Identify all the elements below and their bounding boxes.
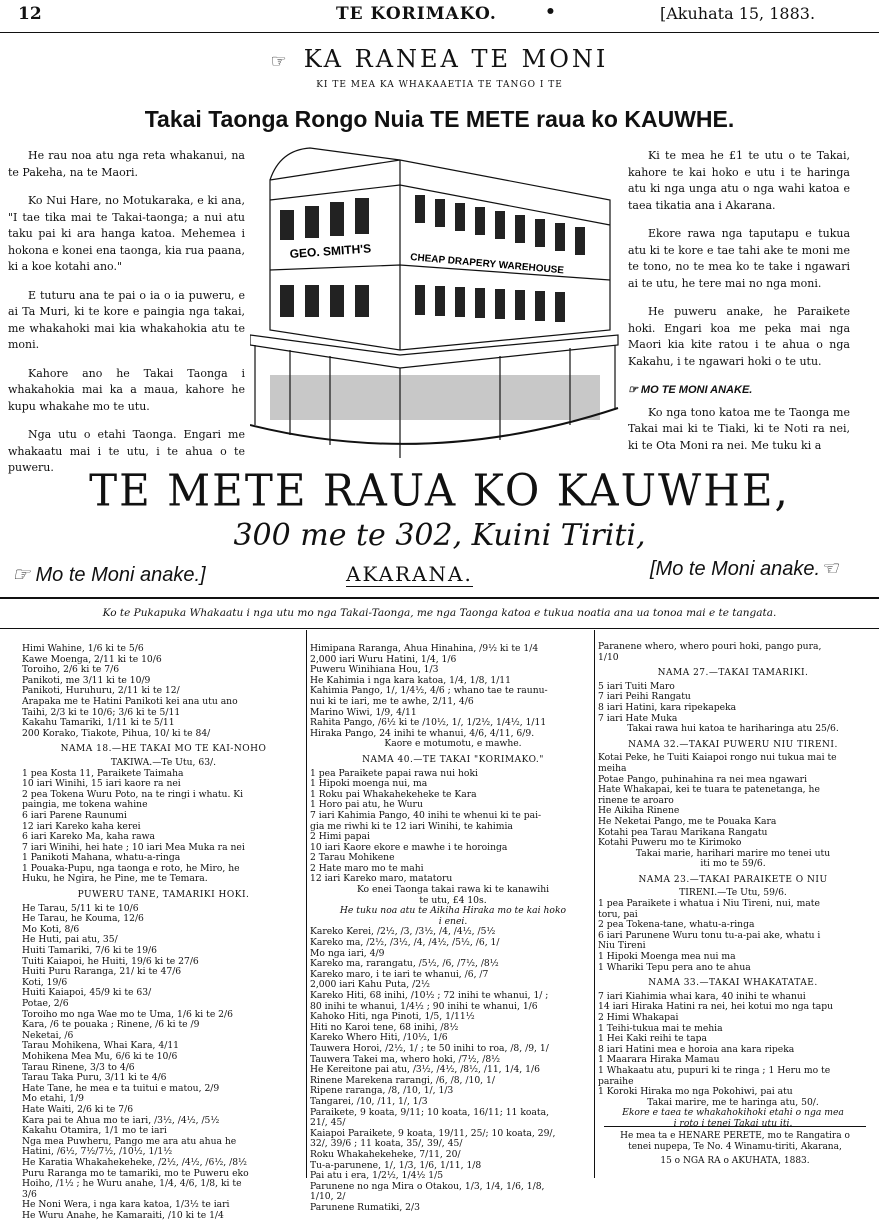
imprint-date: 15 o NGA RA o AKUHATA, 1883. [660,1156,810,1166]
building-sign-name: GEO. SMITH'S [289,241,372,261]
price-line: 1 pea Paraikete papai rawa nui hoki [310,768,478,779]
price-line: Puweru Winihiana Hou, 1/3 [310,665,439,676]
price-line: 1 pea Kosta 11, Paraikete Taimaha [22,768,184,779]
price-line: Tarau Mohikena, Whai Kara, 4/11 [22,1041,180,1052]
price-line: Kaore e motumotu, e mawhe. [384,739,522,750]
price-line: Kahimia Pango, 1/, 1/4½, 4/6 ; whano tae te raunu- [310,686,548,697]
price-line: Paranene whero, whero pouri hoki, pango pura, [598,642,822,652]
price-line: 1 Hei Kaki reihi te tapa [598,1034,707,1045]
price-line: Parunene no nga Mira o Otakou, 1/3, 1/4, 1/6, 1/8, [310,1181,545,1192]
price-line: Himipana Raranga, Ahua Hinahina, /9½ ki te 1/4 [310,644,539,654]
price-line: Hatini, /6½, 7½/7½, /10½, 1/1½ [22,1147,173,1158]
price-line: Parunene Rumatiki, 2/3 [310,1202,420,1213]
price-line: Kawe Moenga, 2/11 ki te 10/6 [22,654,162,665]
price-line: He Tarau, he Kouma, 12/6 [22,914,144,925]
price-line: Tangarei, /10, /11, 1/, 1/3 [310,1096,428,1107]
price-line: Arapaka me te Hatini Panikoti kei ana utu ano [22,696,238,707]
price-line: Hiti no Karoi tene, 68 inihi, /8½ [310,1022,459,1033]
section-heading: NAMA 18.—HE TAKAI MO TE KAI-NOHO [60,744,267,755]
price-line: te utu, £4 10s. [419,895,487,906]
price-line: Tuiti Kaiapoi, he Huiti, 19/6 ki te 27/6 [22,956,199,967]
price-line: 7 iari Peihi Rangatu [598,692,691,703]
price-line: Huku, he Ngira, he Pine, me te Temara. [22,874,208,885]
price-line: He Neketai Pango, me te Pouaka Kara [598,816,777,827]
price-line: Kakahu Tamariki, 1/11 ki te 5/11 [22,718,175,729]
price-line: 1 pea Paraikete i whatua i Niu Tireni, nui, mate [598,899,820,910]
price-line: Puru Raranga mo te tamariki, mo te Puweru eko [22,1168,249,1179]
price-line: Takai marire, me te haringa atu, 50/. [647,1097,819,1108]
price-line: 12 iari Kareko maro, matatoru [310,874,453,885]
price-line: 8 iari Hatini mea e horoia ana kara ripeka [598,1044,795,1055]
advert-paragraph: Ko Nui Hare, no Motukaraka, e ki ana, "I tae tika mai te Takai-taonga; a nui atu taku pai ki ara hanga katoa. Mehemea i hokona e konei ena taonga, kia rua paana, ki a koe kotahi ano." [8,194,245,273]
imprint-line: tenei nupepa, Te No. 4 Winamu-tiriti, Akarana, [628,1142,842,1152]
price-line: 1 Roku pai Whakahekeheke te Kara [310,789,477,800]
price-line: 2 pea Tokena-tane, whatu-a-ringa [598,920,755,931]
price-line: Huiti Tamariki, 7/6 ki te 19/6 [22,946,157,957]
advert-paragraph: Nga utu o etahi Taonga. Engari me whakaatu mai i te utu, i te ahua o te puweru. [8,428,245,474]
price-line: He Aikiha Rinene [598,806,680,817]
building-sign-shop: CHEAP DRAPERY WAREHOUSE [409,252,565,277]
shop-address: 300 me te 302, Kuini Tiriti, [233,518,646,553]
price-line: Tarau Taka Puru, 3/11 ki te 4/6 [22,1073,167,1084]
price-line: Himi Wahine, 1/6 ki te 5/6 [22,644,144,654]
price-line: Kareko Kerei, /2½, /3, /3½, /4, /4½, /5½ [310,927,496,938]
price-line: meiha [598,763,627,774]
price-line: nui ki te iari, me te awhe, 2/11, 4/6 [310,696,474,707]
price-line: Potae Pango, puhinahina ra nei mea ngawari [598,774,808,785]
price-line: 32/, 39/6 ; 11 koata, 35/, 39/, 45/ [310,1139,463,1150]
price-line: 1/10 [598,652,619,663]
page-number: 12 [18,4,42,24]
price-line: Hate Whakapai, kei te tuara te patenetanga, he [598,785,820,796]
price-line: 2,000 iari Wuru Hatini, 1/4, 1/6 [310,654,457,665]
price-line: 10 iari Kaore ekore e mawhe i te horoinga [310,842,508,853]
advert-paragraph: Ekore rawa nga taputapu e tukua atu ki te kore e tae tahi ake te moni me te tono, no te mea ko te take i ngawari ai te utu, he tere mai no nga moni. [628,227,850,290]
price-line: Panikoti, Huruhuru, 2/11 ki te 12/ [22,686,180,697]
price-line: 1 Teihi-tukua mai te mehia [598,1023,723,1034]
price-line: toru, pai [598,909,638,920]
advert-title: Takai Taonga Rongo Nuia TE METE raua ko KAUWHE. [144,106,735,132]
advert-paragraph: He rau noa atu nga reta whakanui, na te Pakeha, na te Maori. [8,149,245,179]
price-line: 1 Whariki Tepu pera ano te ahua [598,962,751,973]
price-line: He Kereitone pai atu, /3½, /4½, /8½, /11, 1/4, 1/6 [310,1065,540,1076]
price-line: Hiraka Pango, 24 inihi te whanui, 4/6, 4/11, 6/9. [310,728,535,739]
advert-banner [0,45,879,73]
cash-only-left: ☞ Mo te Moni anake.] [12,564,206,586]
advert-banner-text: KA RANEA TE MONI [303,45,609,73]
catalogue-note: Ko te Pukapuka Whakaatu i nga utu mo nga Takai-Taonga, me nga Taonga katoa e tukua noatia ana ua tonoa mai e te tangata. [102,607,777,619]
price-line: 8 iari Hatini, kara ripekapeka [598,702,737,713]
price-line: 6 iari Parunene Wuru tonu tu-a-pai ake, whatu i [598,930,821,941]
price-line: Huiti Puru Raranga, 21/ ki te 47/6 [22,967,182,978]
price-line: 7 iari Kiahimia whai kara, 40 inihi te whanui [598,991,806,1002]
price-line: Kareko Whero Hiti, /10½, 1/6 [310,1033,448,1044]
price-line: Kareko ma, /2½, /3½, /4, /4½, /5½, /6, 1/ [310,938,500,949]
price-line: Kara, /6 te pouaka ; Rinene, /6 ki te /9 [22,1020,200,1031]
price-line: Takai rawa hui katoa te hariharinga atu 25/6. [627,724,839,735]
price-line: Kareko ma, rarangatu, /5½, /6, /7½, /8½ [310,959,499,970]
price-line: 2 Himi Whakapai [598,1013,679,1023]
price-line: Panikoti, me 3/11 ki te 10/9 [22,675,151,686]
price-line: i enei. [438,916,468,927]
price-line: Ko enei Taonga takai rawa ki te kanawihi [356,885,550,896]
price-line: 1 Hipoki Moenga mea nui ma [598,952,736,963]
price-line: He Noni Wera, i nga kara katoa, 1/3½ te iari [22,1200,230,1211]
price-line: Pai atu i era, 1/2½, 1/4½ 1/5 [310,1171,444,1182]
price-line: 1 Pouaka-Pupu, nga taonga e roto, he Miro, he [22,863,240,874]
advert-subtitle: KI TE MEA KA WHAKAAETIA TE TANGO I TE [316,80,563,90]
price-line: Kara pai te Ahua mo te iari, /3½, /4½, /5½ [22,1115,220,1126]
advert-paragraph: Ki te mea he £1 te utu o te Takai, kahore te kai hoko e utu i te haringa atu ki nga unga atu o nga wahi katoa e taea tikatia ana i Akarana. [628,149,850,212]
price-line: 1 Whakaatu atu, pupuri ki te ringa ; 1 Heru mo te [598,1065,831,1076]
price-line: 6 iari Kareko Ma, kaha rawa [22,832,155,843]
price-line: 1/10, 2/ [310,1192,346,1203]
price-line: He Kahimia i nga kara katoa, 1/4, 1/8, 1/11 [310,675,511,686]
section-heading: NAMA 32.—TAKAI PUWERU NIU TIRENI. [628,739,838,750]
price-line: Niu Tireni [598,941,646,952]
advert-paragraph: He puweru anake, he Paraikete hoki. Engari koa me peka mai nga Maori kia kite ratou i te ahua o nga Kakahu, i te ngawari hoki o te utu. [628,305,850,368]
page-header [0,0,879,33]
price-line: Tu-a-parunene, 1/, 1/3, 1/6, 1/11, 1/8 [310,1160,482,1171]
price-line: Kotai Peke, he Tuiti Kaiapoi rongo nui tukua mai te [598,753,837,764]
price-line: Hate Waiti, 2/6 ki te 7/6 [22,1104,134,1115]
price-line: 2 Himi papai [310,832,370,843]
price-line: Kotahi pea Tarau Marikana Rangatu [598,827,768,838]
price-line: 200 Korako, Tiakote, Pihua, 10/ ki te 84/ [22,728,211,739]
price-line: 80 inihi te whanui, 1/4½ ; 90 inihi te whanui, 1/6 [310,1001,538,1012]
shop-name: TE METE RAUA KO KAUWHE, [89,464,790,517]
section-divider [0,597,879,599]
price-line: Mo Koti, 8/6 [22,924,80,935]
price-line: 1 Koroki Hiraka mo nga Pokohiwi, pai atu [598,1087,793,1098]
section-heading: NAMA 33.—TAKAI WHAKATATAE. [648,978,818,989]
price-line: paingia, me tokena wahine [22,800,148,811]
price-line: He Tarau, 5/11 ki te 10/6 [22,903,139,914]
price-line: Rahita Pango, /6½ ki te /10½, 1/, 1/2½, 1/4½, 1/11 [310,718,547,729]
price-list-column-1 [22,644,305,1221]
cash-only-heading: ☞ MO TE MONI ANAKE. [628,384,753,396]
price-line: Nga mea Puwheru, Pango me ara atu ahua he [22,1136,237,1147]
price-line: 7 iari Hate Muka [598,713,678,724]
price-line: Roku Whakahekeheke, 7/11, 20/ [310,1149,461,1160]
section-heading: NAMA 40.—TE TAKAI "KORIMAKO." [362,754,544,765]
price-line: 10 iari Winihi, 15 iari kaore ra nei [22,779,181,790]
price-line: Toroiho, 2/6 ki te 7/6 [22,665,120,676]
price-line: He tuku noa atu te Aikiha Hiraka mo te kai hoko [339,906,567,917]
building-engraving [250,140,620,458]
price-line: He Wuru Anahe, he Kamaraiti, /10 ki te 1/4 [22,1210,224,1221]
price-line: Koti, 19/6 [22,977,68,988]
price-line: Kotahi Puweru mo te Kirimoko [598,838,742,849]
price-line: Kareko maro, i te iari te whanui, /6, /7 [310,969,489,980]
price-line: paraihe [598,1076,634,1087]
price-line: gia me riwhi ki te 12 iari Winihi, te kahimia [310,821,513,832]
price-line: Mo nga iari, 4/9 [310,948,385,959]
imprint-line: He mea ta e HENARE PERETE, mo te Rangatira o [620,1131,850,1141]
section-heading: PUWERU TANE, TAMARIKI HOKI. [77,890,250,901]
pointing-hand-icon: ☞ [270,51,290,72]
price-line: 7 iari Kahimia Pango, 40 inihi te whenui ki te pai- [310,810,542,821]
price-line: Kaiapoi Paraikete, 9 koata, 19/11, 25/; 10 koata, 29/, [310,1128,556,1139]
price-line: 1 Hipoki moenga nui, ma [310,779,428,790]
price-line: 2 Hate maro mo te mahi [310,863,424,874]
price-line: Kahoko Hiti, nga Pinoti, 1/5, 1/11½ [310,1012,475,1023]
price-line: i roto i tenei Takai utu iti. [673,1118,793,1129]
price-line: Marino Wiwi, 1/9, 4/11 [310,707,417,718]
header-dot: • [545,2,556,22]
price-line: 14 iari Hiraka Hatini ra nei, hei kotui mo nga tapu [598,1002,833,1013]
price-line: Paraikete, 9 koata, 9/11; 10 koata, 16/11; 11 koata, [310,1107,549,1118]
price-line: Tauwera Takei ma, whero hoki, /7½, /8½ [310,1054,501,1065]
price-line: Ekore e taea te whakahokihoki etahi o nga mea [622,1108,844,1119]
price-line: Huiti Kaiapoi, 45/9 ki te 63/ [22,988,152,999]
price-line: rinene te aroaro [598,795,674,806]
price-line: Hoiho, /1½ ; he Wuru anahe, 1/4, 4/6, 1/8, ki te [22,1179,242,1190]
issue-date: [Akuhata 15, 1883. [660,4,816,23]
price-line: Tauwera Horoi, /2½, 1/ ; te 50 inihi to roa, /8, /9, 1/ [310,1043,549,1054]
price-line: Kareko Hiti, 68 inihi, /10½ ; 72 inihi te whanui, 1/ ; [310,991,549,1001]
price-line: Kakahu Otamira, 1/1 mo te iari [22,1126,167,1137]
price-line: 5 iari Tuiti Maro [598,681,675,692]
price-line: Toroiho mo nga Wae mo te Uma, 1/6 ki te 2/6 [22,1009,233,1020]
advert-paragraph: Kahore ano he Takai Taonga i whakahokia mai ka a maua, kahore he kupu whakahe mo te utu. [8,366,245,413]
price-line: 1 Maarara Hiraka Mamau [598,1055,720,1066]
price-line: 2 Tarau Mohikene [310,853,395,864]
price-line: Taihi, 2/3 ki te 10/6; 3/6 ki te 5/11 [22,707,181,718]
price-line: Ripene raranga, /8, /10, 1/, 1/3 [310,1086,454,1097]
price-line: Mo etahi, 1/9 [22,1094,84,1105]
price-line: Hate Tane, he mea e ta tuitui e matou, 2/9 [22,1083,220,1094]
advert-left-column [8,148,245,489]
price-line: 6 iari Parene Raunumi [22,810,127,821]
price-line: 1 Panikoti Mahana, whatu-a-ringa [22,853,181,864]
price-line: Takai marie, harihari marire mo tenei utu [635,848,831,859]
advert-paragraph: E tuturu ana te pai o ia o ia puweru, e ai Ta Muri, ki te kore e paingia nga takai, me whakahoki mai kia whakahokia atu te moni. [8,288,245,351]
price-line: 7 iari Winihi, hei hate ; 10 iari Mea Muka ra nei [22,842,245,853]
printer-imprint [604,1126,866,1167]
price-line: Rinene Marekena rarangi, /6, /8, /10, 1/ [310,1075,495,1086]
price-line: Neketai, /6 [22,1030,74,1041]
price-line: 2,000 iari Kahu Puta, /2½ [310,980,430,991]
city-akarana: AKARANA. [346,562,473,586]
price-line: 21/, 45/ [310,1118,346,1129]
price-line: 12 iari Kareko kaha kerei [22,821,141,832]
price-list-column-3 [598,642,868,1130]
price-line: He Huti, pai atu, 35/ [22,935,118,946]
cash-only-right: [Mo te Moni anake.☜ [650,558,839,580]
price-line: iti mo te 59/6. [700,859,766,870]
price-line: TIRENI.—Te Utu, 59/6. [679,888,787,899]
price-line: 1 Horo pai atu, he Wuru [310,800,423,811]
section-heading: NAMA 23.—TAKAI PARAIKETE O NIU [638,874,828,885]
advert-right-column [628,148,850,466]
masthead: TE KORIMAKO. [336,4,497,24]
section-divider-thin [0,628,879,629]
price-line: Mohikena Mea Mu, 6/6 ki te 10/6 [22,1051,178,1062]
section-heading: NAMA 27.—TAKAI TAMARIKI. [657,668,809,679]
price-line: TAKIWA.—Te Utu, 63/. [110,757,217,768]
price-line: Potae, 2/6 [22,999,69,1009]
column-divider [306,630,307,1178]
price-line: 2 pea Tokena Wuru Poto, na te ringi i whatu. Ki [22,789,244,800]
price-line: 3/6 [22,1189,37,1200]
price-line: He Karatia Whakahekeheke, /2½, /4½, /6½, /8½ [22,1157,247,1168]
advert-paragraph: Ko nga tono katoa me te Taonga me Takai mai ki te Tiaki, ki te Noti ra nei, ki te Ota Moni ra nei. Me tuku ki a [628,405,850,452]
price-list-column-2 [310,644,596,1213]
price-line: Tarau Rinene, 3/3 to 4/6 [22,1062,135,1073]
